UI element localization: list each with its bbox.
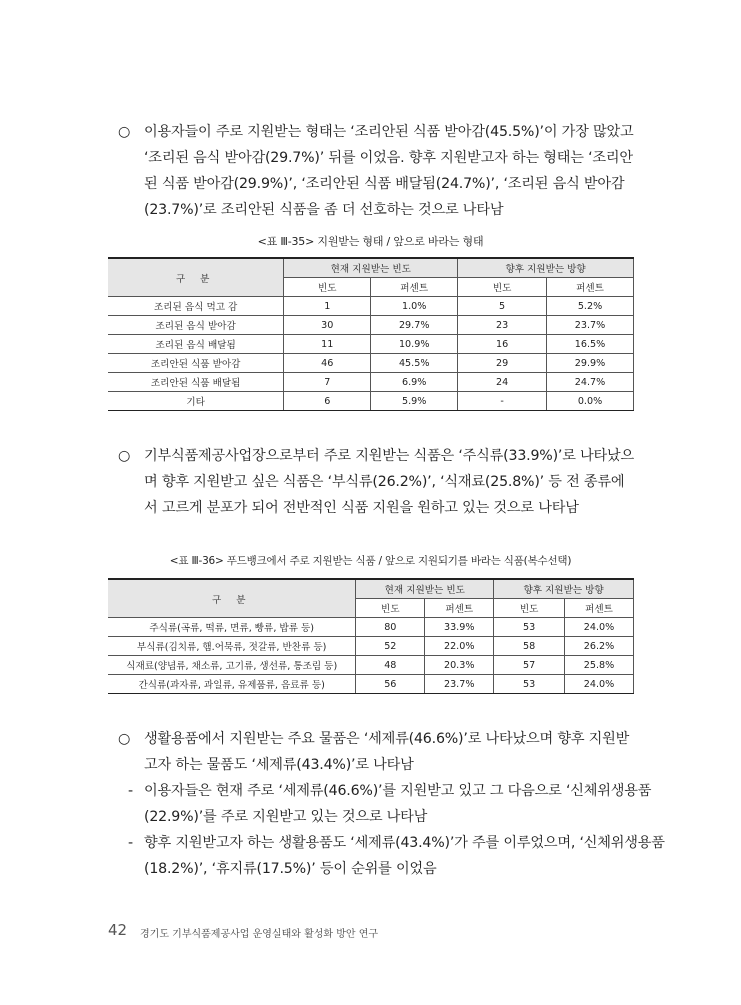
table-row <box>108 297 634 316</box>
cell-future-freq: 23 <box>458 316 547 335</box>
table-header-future: 향후 지원받는 방향 <box>494 579 634 599</box>
bullet-circle-icon: ○ <box>118 448 131 464</box>
cell-future-freq: 57 <box>494 656 565 675</box>
cell-future-freq: 29 <box>458 354 547 373</box>
cell-current-pct: 20.3% <box>425 656 494 675</box>
row-label: 조리된 음식 먹고 감 <box>108 297 284 316</box>
table-header-category: 구 분 <box>108 579 356 618</box>
dash-bullet: - <box>128 783 133 799</box>
cell-current-freq: 52 <box>356 637 425 656</box>
paragraph-line: 생활용품에서 지원받는 주요 물품은 ‘세제류(46.6%)’로 나타났으며 향후 지원받 <box>144 731 630 747</box>
table-header-freq: 빈도 <box>494 599 565 618</box>
cell-current-pct: 5.9% <box>371 392 458 411</box>
sub-line: 향후 지원받고자 하는 생활용품도 ‘세제류(43.4%)’가 주를 이루었으며, ‘신체위생용품 <box>144 835 665 851</box>
paragraph-line: 고자 하는 물품도 ‘세제류(43.4%)’로 나타남 <box>144 757 414 773</box>
table-36 <box>108 578 634 694</box>
table-header-pct: 퍼센트 <box>547 278 634 297</box>
row-label: 조리안된 식품 받아감 <box>108 354 284 373</box>
row-label: 간식류(과자류, 과일류, 유제품류, 음료류 등) <box>108 675 356 694</box>
table-header-freq: 빈도 <box>284 278 371 297</box>
cell-future-pct: 25.8% <box>565 656 634 675</box>
cell-current-pct: 45.5% <box>371 354 458 373</box>
running-footer-title: 경기도 기부식품제공사업 운영실태와 활성화 방안 연구 <box>140 929 379 940</box>
cell-future-freq: 16 <box>458 335 547 354</box>
cell-future-freq: 24 <box>458 373 547 392</box>
sub-line: 이용자들은 현재 주로 ‘세제류(46.6%)’를 지원받고 있고 그 다음으로 ‘신체위생용품 <box>144 783 652 799</box>
table-header-pct: 퍼센트 <box>371 278 458 297</box>
cell-future-freq: 53 <box>494 675 565 694</box>
cell-current-pct: 33.9% <box>425 618 494 637</box>
cell-current-pct: 29.7% <box>371 316 458 335</box>
page-number: 42 <box>108 921 128 939</box>
paragraph-line: 며 향후 지원받고 싶은 식품은 ‘부식류(26.2%)’, ‘식재료(25.8%)’ 등 전 종류에 <box>144 474 625 490</box>
row-label: 식재료(양념류, 채소류, 고기류, 생선류, 통조림 등) <box>108 656 356 675</box>
paragraph-line: 기부식품제공사업장으로부터 주로 지원받는 식품은 ‘주식류(33.9%)’로 나타났으 <box>144 448 635 464</box>
cell-future-pct: 24.0% <box>565 675 634 694</box>
table-header-pct: 퍼센트 <box>425 599 494 618</box>
cell-future-pct: 29.9% <box>547 354 634 373</box>
table-header-pct: 퍼센트 <box>565 599 634 618</box>
cell-future-pct: 16.5% <box>547 335 634 354</box>
bullet-circle-icon: ○ <box>118 731 131 747</box>
table-header-freq: 빈도 <box>458 278 547 297</box>
paragraph-form-of-support <box>118 119 638 223</box>
cell-current-freq: 46 <box>284 354 371 373</box>
sub-line: (22.9%)’를 주로 지원받고 있는 것으로 나타남 <box>144 809 428 825</box>
cell-current-pct: 6.9% <box>371 373 458 392</box>
sub-line: (18.2%)’, ‘휴지류(17.5%)’ 등이 순위를 이었음 <box>144 861 437 877</box>
paragraph-line: 이용자들이 주로 지원받는 형태는 ‘조리안된 식품 받아감(45.5%)’이 가장 많았고 <box>144 124 634 140</box>
paragraph-line: 서 고르게 분포가 되어 전반적인 식품 지원을 원하고 있는 것으로 나타남 <box>144 500 579 516</box>
cell-current-freq: 6 <box>284 392 371 411</box>
row-label: 부식류(김치류, 햄.어묵류, 젓갈류, 반찬류 등) <box>108 637 356 656</box>
paragraph-food-types <box>118 443 638 521</box>
cell-current-pct: 10.9% <box>371 335 458 354</box>
table-row <box>108 392 634 411</box>
cell-future-pct: 5.2% <box>547 297 634 316</box>
table-row <box>108 354 634 373</box>
table-35-caption: <표 Ⅲ-35> 지원받는 형태 / 앞으로 바라는 형태 <box>257 235 484 248</box>
cell-current-freq: 48 <box>356 656 425 675</box>
cell-current-freq: 80 <box>356 618 425 637</box>
bullet-circle-icon: ○ <box>118 124 131 140</box>
table-35 <box>108 257 634 411</box>
cell-future-freq: 53 <box>494 618 565 637</box>
row-label: 기타 <box>108 392 284 411</box>
table-header-freq: 빈도 <box>356 599 425 618</box>
cell-current-freq: 7 <box>284 373 371 392</box>
cell-current-freq: 1 <box>284 297 371 316</box>
table-row <box>108 675 634 694</box>
paragraph-line: 된 식품 받아감(29.9%)’, ‘조리안된 식품 배달됨(24.7%)’, ‘조리된 음식 받아감 <box>144 176 625 192</box>
cell-current-pct: 22.0% <box>425 637 494 656</box>
cell-future-pct: 0.0% <box>547 392 634 411</box>
table-36-caption: <표 Ⅲ-36> 푸드뱅크에서 주로 지원받는 식품 / 앞으로 지원되기를 바라는 식품(복수선택) <box>169 555 572 567</box>
dash-bullet: - <box>128 835 133 851</box>
table-header-future: 향후 지원받는 방향 <box>458 258 634 278</box>
table-header-current: 현재 지원받는 빈도 <box>284 258 458 278</box>
cell-future-pct: 24.0% <box>565 618 634 637</box>
table-row <box>108 637 634 656</box>
cell-future-pct: 23.7% <box>547 316 634 335</box>
paragraph-line: (23.7%)’로 조리안된 식품을 좀 더 선호하는 것으로 나타남 <box>144 202 504 218</box>
table-row <box>108 373 634 392</box>
table-row <box>108 335 634 354</box>
paragraph-line: ‘조리된 음식 받아감(29.7%)’ 뒤를 이었음. 향후 지원받고자 하는 형태는 ‘조리안 <box>144 150 633 166</box>
cell-future-freq: - <box>458 392 547 411</box>
row-label: 조리된 음식 배달됨 <box>108 335 284 354</box>
table-header-current: 현재 지원받는 빈도 <box>356 579 494 599</box>
paragraph-household-goods <box>118 726 665 882</box>
cell-future-pct: 26.2% <box>565 637 634 656</box>
cell-current-freq: 56 <box>356 675 425 694</box>
table-row <box>108 316 634 335</box>
table-row <box>108 618 634 637</box>
table-header-category: 구 분 <box>108 258 284 297</box>
cell-current-freq: 30 <box>284 316 371 335</box>
row-label: 주식류(곡류, 떡류, 면류, 빵류, 밥류 등) <box>108 618 356 637</box>
table-row <box>108 656 634 675</box>
row-label: 조리안된 식품 배달됨 <box>108 373 284 392</box>
cell-future-freq: 5 <box>458 297 547 316</box>
cell-current-freq: 11 <box>284 335 371 354</box>
cell-current-pct: 23.7% <box>425 675 494 694</box>
cell-future-pct: 24.7% <box>547 373 634 392</box>
row-label: 조리된 음식 받아감 <box>108 316 284 335</box>
cell-future-freq: 58 <box>494 637 565 656</box>
cell-current-pct: 1.0% <box>371 297 458 316</box>
